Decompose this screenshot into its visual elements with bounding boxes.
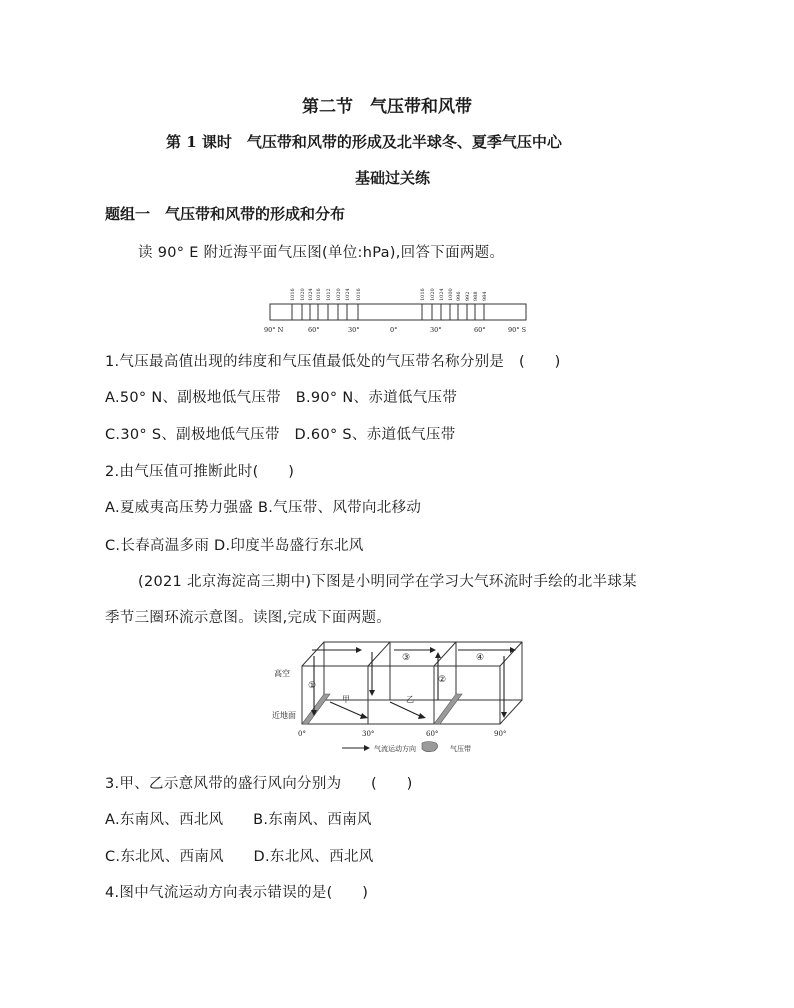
lat-label-90: 90° — [494, 730, 507, 738]
q4-stem: 4.图中气流运动方向表示错误的是( ) — [105, 885, 369, 901]
pressure-label-south-1: 1020 — [430, 288, 436, 301]
q1-stem: 1.气压最高值出现的纬度和气压值最低处的气压带名称分别是 ( ) — [105, 354, 561, 370]
pressure-label-south-2: 1024 — [439, 288, 445, 301]
axis-label-1: 60° — [308, 326, 320, 334]
q1-options-ab: A.50° N、副极地低气压带 B.90° N、赤道低气压带 — [105, 390, 458, 406]
axis-label-4: 30° — [430, 326, 442, 334]
q3-options-cd: C.东北风、西南风 D.东北风、西北风 — [105, 849, 374, 865]
wind-label-jia: 甲 — [342, 695, 350, 704]
section-title: 第二节 气压带和风带 — [302, 97, 472, 117]
group1-heading: 题组一 气压带和风带的形成和分布 — [105, 205, 346, 223]
isobar-lines-south — [422, 304, 484, 320]
front-frame — [302, 666, 500, 724]
axis-label-5: 60° — [474, 326, 486, 334]
pressure-labels-south — [420, 288, 488, 301]
q2-options-cd: C.长春高温多雨 D.印度半岛盛行东北风 — [105, 538, 364, 554]
pressure-label-south-6: 988 — [473, 291, 479, 301]
pressure-label-south-3: 1000 — [448, 288, 454, 301]
axis-label-6: 90° S — [508, 326, 527, 334]
q1-options-cd: C.30° S、副极地低气压带 D.60° S、赤道低气压带 — [105, 427, 456, 443]
cell-label-2: ② — [438, 675, 447, 685]
label-high-altitude: 高空 — [274, 669, 290, 678]
pressure-label-north-7: 1016 — [356, 288, 362, 301]
legend-band-swatch — [422, 742, 438, 752]
pressure-label-south-5: 992 — [465, 291, 471, 301]
cell-label-4: ④ — [476, 653, 485, 663]
practice-title: 基础过关练 — [355, 169, 431, 187]
pressure-label-north-2: 1024 — [308, 288, 314, 301]
wind-label-yi: 乙 — [406, 695, 414, 704]
isobar-lines-north — [292, 304, 358, 320]
legend-arrow-label: 气流运动方向 — [374, 745, 416, 753]
legend-band-label: 气压带 — [450, 745, 471, 753]
pressure-label-south-4: 996 — [456, 291, 462, 301]
axis-label-2: 30° — [348, 326, 360, 334]
back-frame — [324, 642, 522, 700]
lat-label-30: 30° — [362, 730, 375, 738]
pressure-label-north-1: 1020 — [300, 288, 306, 301]
cell-label-1: ① — [308, 681, 317, 691]
group2-intro-line1: (2021 北京海淀高三期中)下图是小明同学在学习大气环流时手绘的北半球某 — [138, 574, 637, 590]
pressure-label-south-0: 1016 — [420, 288, 426, 301]
pressure-label-south-7: 984 — [482, 291, 488, 301]
latitude-axis-labels — [264, 326, 526, 334]
group2-intro-line2: 季节三圈环流示意图。读图,完成下面两题。 — [105, 610, 392, 626]
q3-options-ab: A.东南风、西北风 B.东南风、西南风 — [105, 812, 372, 828]
pressure-labels-north — [290, 288, 362, 301]
label-near-ground: 近地面 — [272, 711, 296, 720]
pressure-label-north-4: 1012 — [326, 288, 332, 301]
q2-options-ab: A.夏威夷高压势力强盛 B.气压带、风带向北移动 — [105, 500, 422, 516]
lat-label-60: 60° — [426, 730, 439, 738]
pressure-label-north-5: 1020 — [336, 288, 342, 301]
q3-stem: 3.甲、乙示意风带的盛行风向分别为 ( ) — [105, 776, 413, 792]
axis-label-3: 0° — [390, 326, 398, 334]
group1-intro: 读 90° E 附近海平面气压图(单位:hPa),回答下面两题。 — [138, 245, 505, 261]
pressure-label-north-0: 1016 — [290, 288, 296, 301]
circulation-diagram — [272, 636, 534, 758]
axis-label-0: 90° N — [264, 326, 284, 334]
pressure-chart — [262, 272, 534, 338]
pressure-bar — [270, 304, 526, 320]
lesson-title: 第 1 课时 气压带和风带的形成及北半球冬、夏季气压中心 — [166, 133, 562, 151]
lat-label-0: 0° — [298, 730, 306, 738]
q2-stem: 2.由气压值可推断此时( ) — [105, 464, 295, 480]
cell-label-3: ③ — [402, 653, 411, 663]
pressure-label-north-6: 1024 — [345, 288, 351, 301]
pressure-label-north-3: 1016 — [316, 288, 322, 301]
